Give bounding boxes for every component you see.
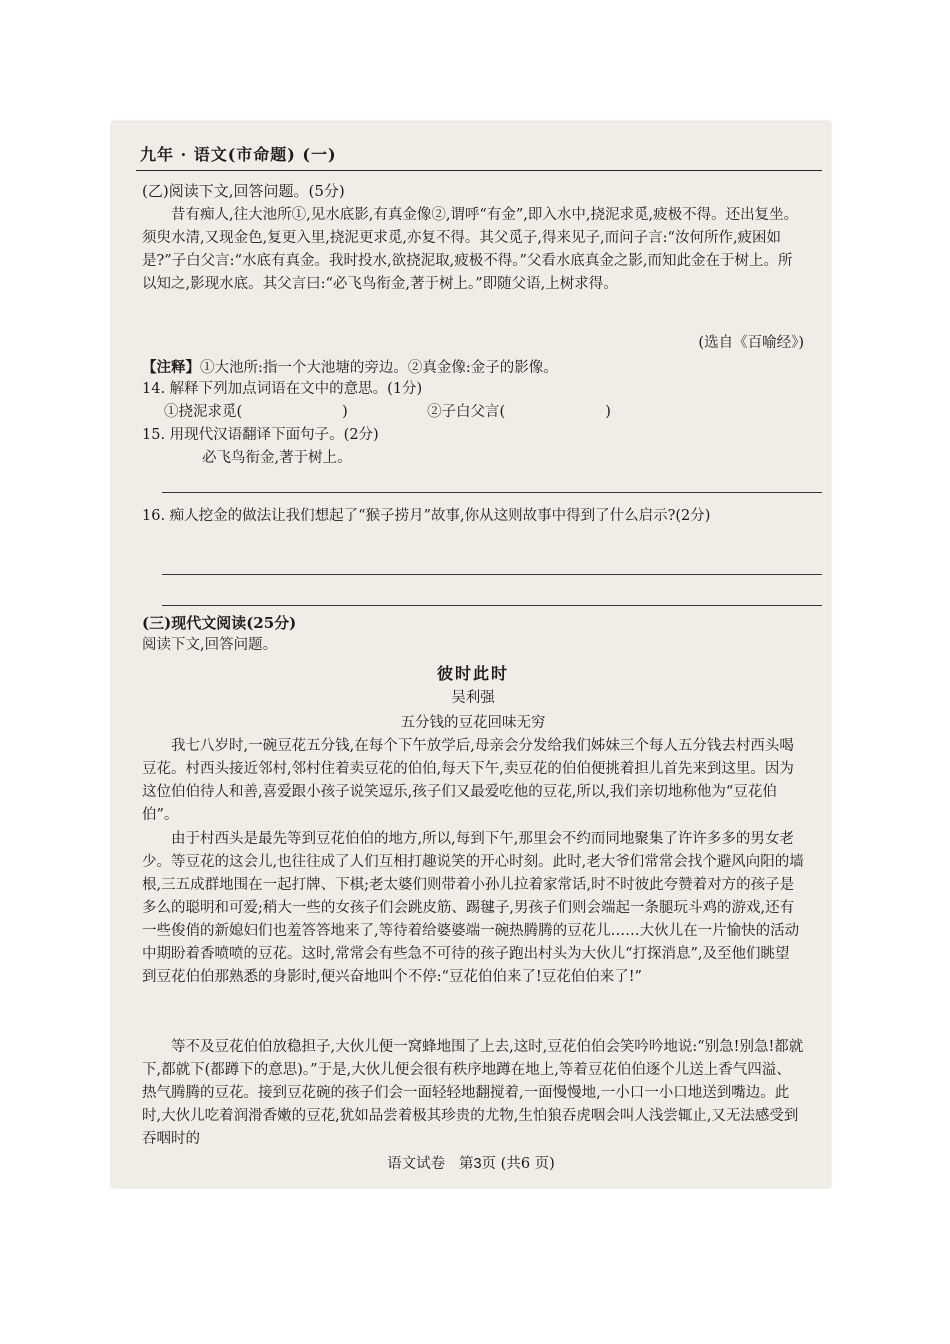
footer-page: 第3页 xyxy=(458,1156,497,1172)
article-paragraph-1: 我七八岁时,一碗豆花五分钱,在每个下午放学后,母亲会分发给我们姊妹三个每人五分钱去村西头喝豆花。村西头接近邻村,邻村住着卖豆花的伯伯,每天下午,卖豆花的伯伯便挑着担儿首先来到这里。因为这位伯伯待人和善,喜爱跟小孩子说笑逗乐,孩子们又最爱吃他的豆花,所以,我们亲切地称他为“豆花伯伯”。 xyxy=(142,738,794,823)
question-16: 16. 痴人挖金的做法让我们想起了“猴子捞月”故事,你从这则故事中得到了什么启示?(2分) xyxy=(142,508,711,524)
exam-page xyxy=(112,122,830,1187)
q15-answer-line[interactable] xyxy=(162,492,822,493)
q14-item-b: ②子白父言( xyxy=(427,404,506,420)
article-paragraph-2: 由于村西头是最先等到豆花伯伯的地方,所以,每到下午,那里会不约而同地聚集了许许多多的男女老少。等豆花的这会儿,也往往成了人们互相打趣说笑的开心时刻。此时,老大爷们常常会找个避风向阳的墙根,三五成群地围在一起打牌、下棋;老太婆们则带着小孙儿拉着家常话,时不时彼此夸赞着对方的孩子是多么的聪明和可爱;稍大一些的女孩子们会跳皮筋、踢毽子,男孩子们则会端起一条腿玩斗鸡的游戏,还有一些俊俏的新媳妇们也羞答答地来了,等待着给婆婆端一碗热腾腾的豆花儿……大伙儿在一片愉快的活动中期盼着香喷喷的豆花。这时,常常会有些急不可待的孩子跑出村头为大伙儿“打探消息”,及至他们眺望到豆花伯伯那熟悉的身影时,便兴奋地叫个不停:“豆花伯伯来了!豆花伯伯来了!” xyxy=(142,831,804,985)
footer-subject: 语文试卷 xyxy=(387,1156,446,1172)
section-c-instruction: 阅读下文,回答问题。 xyxy=(142,637,278,653)
header-rule xyxy=(136,170,822,171)
question-14: 14. 解释下列加点词语在文中的意思。(1分) xyxy=(142,381,423,397)
page-header: 九年 · 语文(市命题) (一) xyxy=(140,145,337,164)
q16-answer-line-2[interactable] xyxy=(162,605,822,606)
article-author: 吴利强 xyxy=(451,690,495,706)
question-15-sentence: 必飞鸟衔金,著于树上。 xyxy=(202,450,352,466)
classical-passage: 昔有痴人,往大池所①,见水底影,有真金像②,谓呼“有金”,即入水中,挠泥求觅,疲极不得。还出复坐。须臾水清,又现金色,复更入里,挠泥更求觅,亦复不得。其父觅子,得来见子,而问子言:“汝何所作,疲困如是?”子白父言:“水底有真金。我时投水,欲挠泥取,疲极不得。”父看水底真金之影,而知此金在于树上。所以知之,影现水底。其父言曰:“必飞鸟衔金,著于树上。”即随父语,上树求得。 xyxy=(142,207,799,292)
section-c-heading: (三)现代文阅读(25分) xyxy=(142,614,297,632)
annotation-text: ①大池所:指一个大池塘的旁边。②真金像:金子的影像。 xyxy=(200,360,558,376)
question-15: 15. 用现代汉语翻译下面句子。(2分) xyxy=(142,427,379,443)
passage-source: (选自《百喻经》) xyxy=(698,335,804,351)
annotation xyxy=(142,356,804,380)
article-subtitle: 五分钱的豆花回味无穷 xyxy=(400,715,546,731)
section-b-heading: (乙)阅读下文,回答问题。(5分) xyxy=(142,182,345,200)
footer-total: (共6 页) xyxy=(500,1156,555,1172)
q14-item-a-close: ) xyxy=(342,404,348,420)
page-footer xyxy=(112,1152,830,1173)
q14-item-b-close: ) xyxy=(605,404,611,420)
article-title: 彼时此时 xyxy=(436,664,509,683)
article-paragraph-3: 等不及豆花伯伯放稳担子,大伙儿便一窝蜂地围了上去,这时,豆花伯伯会笑吟吟地说:“别急!别急!都就下,都就下(都蹲下的意思)。”于是,大伙儿便会很有秩序地蹲在地上,等着豆花伯伯逐个儿送上香气四溢、热气腾腾的豆花。接到豆花碗的孩子们会一面轻轻地翻搅着,一面慢慢地,一小口一小口地送到嘴边。此时,大伙儿吃着润滑香嫩的豆花,犹如品尝着极其珍贵的尤物,生怕狼吞虎咽会叫人浅尝辄止,又无法感受到吞咽时的 xyxy=(142,1039,804,1147)
q16-answer-line-1[interactable] xyxy=(162,574,822,575)
annotation-label: 【注释】 xyxy=(142,359,200,376)
q14-item-a: ①挠泥求觅( xyxy=(164,404,243,420)
question-14-items xyxy=(164,401,804,424)
